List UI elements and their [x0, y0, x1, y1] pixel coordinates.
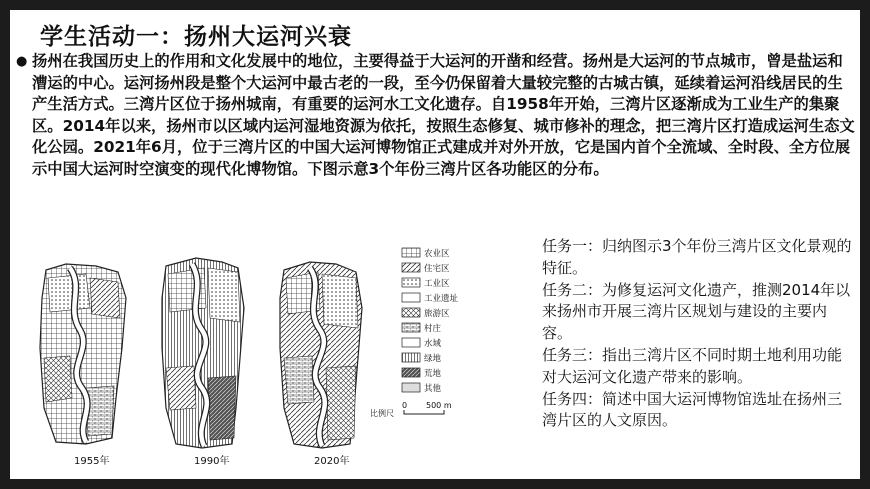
legend-label-industrial: 工业区: [424, 279, 450, 289]
intro-paragraph: 扬州在我国历史上的作用和文化发展中的地位，主要得益于大运河的开凿和经营。扬州是大运河的节点城市，曾是盐运和漕运的中心。运河扬州段是整个大运河中最古老的一段，至今仍保留着大量较完整的古城古镇，延续着运河沿线居民的生产生活方式。三湾片区位于扬州城南，有重要的运河水工文化遗存。自1958年开始，三湾片区逐渐成为工业生产的集聚区。2014年以来，扬州市以区域内运河湿地资源为依托，按照生态修复、城市修补的理念，把三湾片区打造成运河生态文化公园。2021年6月，位于三湾片区的中国大运河博物馆正式建成并对外开放，它是国内首个全流域、全时段、全方位展示中国大运河时空演变的现代化博物馆。下图示意3个年份三湾片区各功能区的分布。: [32, 52, 855, 178]
map-1955: [40, 264, 126, 444]
slide-title: 学生活动一：扬州大运河兴衰: [40, 24, 352, 50]
legend-swatch-wasteland: [402, 368, 420, 377]
scale-value: 500 m: [426, 401, 452, 410]
legend-label-wasteland: 荒地: [424, 369, 442, 379]
scale-line: [404, 410, 444, 414]
task-item-3: 任务三：指出三湾片区不同时期土地利用功能对大运河文化遗产带来的影响。: [542, 345, 843, 386]
land-use-map-figure: [26, 238, 530, 470]
bullet-icon: ●: [16, 54, 28, 69]
land-use-maps: [26, 238, 530, 470]
legend-swatch-village: [402, 323, 420, 332]
task-item-4: 任务四：简述中国大运河博物馆选址在扬州三湾片区的人文原因。: [542, 389, 843, 430]
legend-swatch-agriculture: [402, 248, 420, 257]
map-1990: [162, 258, 244, 448]
legend-swatch-greenland: [402, 353, 420, 362]
legend-swatch-industrial-heritage: [402, 293, 420, 302]
legend-swatch-tourism: [402, 308, 420, 317]
legend-label-greenland: 绿地: [424, 354, 442, 364]
scale-bar: [370, 401, 452, 418]
legend-swatch-water: [402, 338, 420, 347]
intro-paragraph-block: [16, 51, 858, 180]
map-legend: [402, 248, 459, 394]
scale-label: 比例尺: [370, 409, 394, 418]
task-list: [542, 236, 854, 432]
legend-label-water: 水域: [424, 339, 442, 349]
scale-zero: 0: [402, 401, 408, 410]
legend-swatch-residential: [402, 263, 420, 272]
legend-label-village: 村庄: [424, 324, 442, 334]
legend-label-industrial-heritage: 工业遗址: [424, 294, 459, 304]
task-item-1: 任务一：归纳图示3个年份三湾片区文化景观的特征。: [542, 237, 852, 277]
legend-label-agriculture: 农业区: [424, 249, 450, 259]
map-2020: [280, 262, 362, 448]
legend-label-other: 其他: [424, 384, 442, 394]
legend-label-tourism: 旅游区: [424, 309, 450, 319]
year-label-1990: 1990年: [194, 456, 230, 467]
legend-swatch-industrial: [402, 278, 420, 287]
year-label-1955: 1955年: [74, 456, 110, 467]
legend-swatch-other: [402, 383, 420, 392]
task-item-2: 任务二：为修复运河文化遗产，推测2014年以来扬州市开展三湾片区规划与建设的主要内容。: [542, 280, 851, 343]
year-label-2020: 2020年: [314, 456, 350, 467]
legend-label-residential: 住宅区: [424, 264, 450, 274]
